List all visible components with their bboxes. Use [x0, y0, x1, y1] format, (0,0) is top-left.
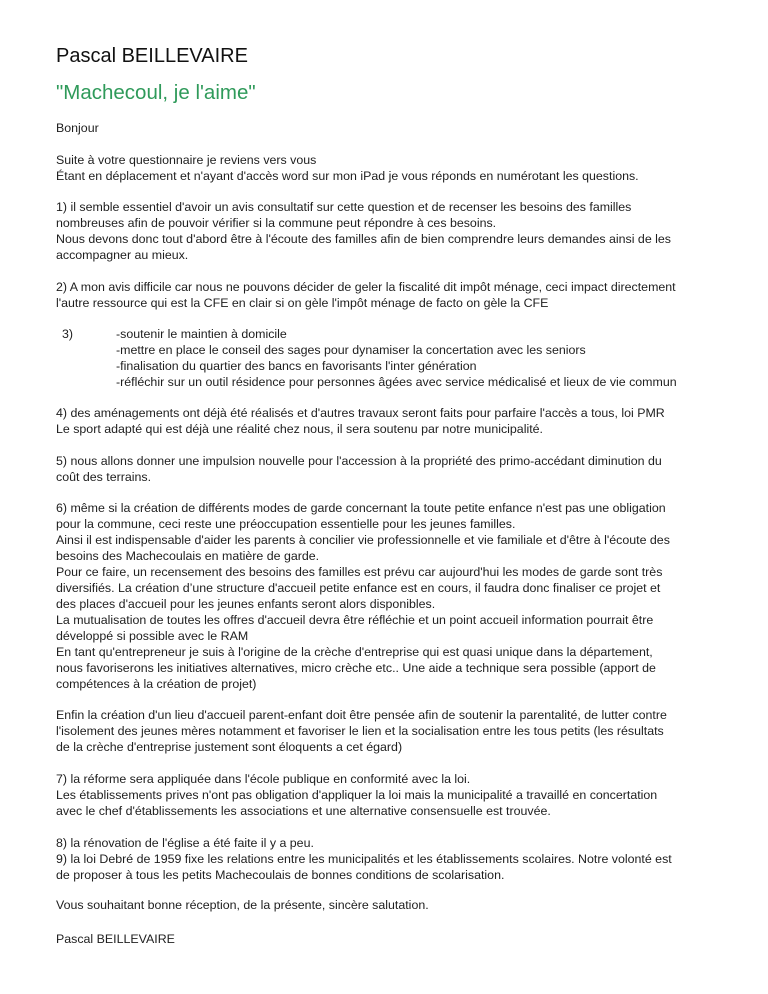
- answer-7: [56, 771, 657, 819]
- text-line: l'isolement des jeunes mères notamment et favoriser le lien et la socialisation entre les tous petits (les résultats: [56, 724, 664, 738]
- answer-5: [56, 453, 662, 485]
- intro-paragraph: [56, 152, 639, 184]
- text-line: Nous devons donc tout d'abord être à l'écoute des familles afin de bien comprendre leurs demandes ainsi de les: [56, 232, 671, 246]
- text-line: 1) il semble essentiel d'avoir un avis consultatif sur cette question et de recenser les besoins des familles: [56, 200, 632, 214]
- text-line: 4) des aménagements ont déjà été réalisés et d'autres travaux seront faits pour parfaire l'accès a tous, loi PMR: [56, 406, 665, 420]
- text-line: Le sport adapté qui est déjà une réalité chez nous, il sera soutenu par notre municipalité.: [56, 422, 543, 436]
- answer-2: [56, 279, 676, 311]
- answer-1: [56, 199, 671, 263]
- text-line: développé si possible avec le RAM: [56, 629, 249, 643]
- text-line: de la crèche d'entreprise justement sont éloquents a cet égard): [56, 740, 403, 754]
- text-line: 6) même si la création de différents modes de garde concernant la toute petite enfance n'est pas une obligation: [56, 501, 666, 515]
- signature: Pascal BEILLEVAIRE: [56, 932, 175, 946]
- text-line: des places d'accueil pour les jeunes enfants seront alors disponibles.: [56, 597, 436, 611]
- text-line: 5) nous allons donner une impulsion nouvelle pour l'accession à la propriété des primo-accédant diminution du: [56, 454, 662, 468]
- text-line: coût des terrains.: [56, 470, 152, 484]
- list-item: -soutenir le maintien à domicile: [116, 327, 287, 341]
- text-line: Suite à votre questionnaire je reviens vers vous: [56, 153, 317, 167]
- text-line: 9) la loi Debré de 1959 fixe les relations entre les municipalités et les établissements scolaires. Notre volonté est: [56, 852, 672, 866]
- text-line: l'autre ressource qui est la CFE en clair si on gèle l'impôt ménage de facto on gèle la CFE: [56, 296, 549, 310]
- text-line: La mutualisation de toutes les offres d'accueil devra être réfléchie et un point accueil information pourrait être: [56, 613, 654, 627]
- text-line: avec le chef d'établissements les associations et une alternative consensuelle est trouvée.: [56, 804, 551, 818]
- answer-6-continued: [56, 707, 667, 755]
- text-line: de proposer à tous les petits Machecoulais de bonnes conditions de scolarisation.: [56, 868, 505, 882]
- answer-6: [56, 500, 670, 692]
- answer-number: 3): [62, 327, 74, 341]
- answer-8-9: [56, 835, 672, 883]
- text-line: compétences à la création de projet): [56, 677, 257, 691]
- text-line: pour la commune, ceci reste une préoccupation essentielle pour les jeunes familles.: [56, 517, 516, 531]
- list-item: -mettre en place le conseil des sages pour dynamiser la concertation avec les seniors: [116, 343, 586, 357]
- answer-4: [56, 405, 665, 437]
- closing-line: Vous souhaitant bonne réception, de la présente, sincère salutation.: [56, 898, 429, 912]
- text-line: Ainsi il est indispensable d'aider les parents à concilier vie professionnelle et vie familiale et d'être à l'écoute des: [56, 533, 670, 547]
- text-line: accompagner au mieux.: [56, 248, 189, 262]
- list-item: -finalisation du quartier des bancs en favorisants l'inter génération: [116, 359, 477, 373]
- text-line: 7) la réforme sera appliquée dans l'école publique en conformité avec la loi.: [56, 772, 471, 786]
- text-line: 8) la rénovation de l'église a été faite il y a peu.: [56, 836, 314, 850]
- text-line: Enfin la création d'un lieu d'accueil parent-enfant doit être pensée afin de soutenir la parentalité, de lutter contre: [56, 708, 667, 722]
- document-subtitle: "Machecoul, je l'aime": [56, 81, 256, 104]
- text-line: besoins des Machecoulais en matière de garde.: [56, 549, 320, 563]
- document-title: Pascal BEILLEVAIRE: [56, 45, 248, 67]
- text-line: Pour ce faire, un recensement des besoins des familles est prévu car aujourd'hui les modes de garde sont très: [56, 565, 663, 579]
- list-item: -réfléchir sur un outil résidence pour personnes âgées avec service médicalisé et lieux de vie commun: [116, 375, 677, 389]
- answer-3: [0, 326, 768, 389]
- text-line: 2) A mon avis difficile car nous ne pouvons décider de geler la fiscalité dit impôt ménage, ceci impact directement: [56, 280, 676, 294]
- greeting: Bonjour: [56, 121, 99, 135]
- text-line: Les établissements prives n'ont pas obligation d'appliquer la loi mais la municipalité a travaillé en concertation: [56, 788, 658, 802]
- answer-3-list: [56, 326, 768, 389]
- text-line: En tant qu'entrepreneur je suis à l'origine de la crèche d'entreprise qui est quasi unique dans la département,: [56, 645, 653, 659]
- text-line: diversifiés. La création d’une structure d'accueil petite enfance est en cours, il faudra donc finaliser ce projet et: [56, 581, 661, 595]
- text-line: nous favoriserons les initiatives alternatives, micro crèche etc.. Une aide a technique sera possible (apport de: [56, 661, 656, 675]
- text-line: nombreuses afin de pouvoir vérifier si la commune peut répondre à ces besoins.: [56, 216, 497, 230]
- text-line: Étant en déplacement et n'ayant d'accès word sur mon iPad je vous réponds en numérotant les questions.: [56, 169, 639, 183]
